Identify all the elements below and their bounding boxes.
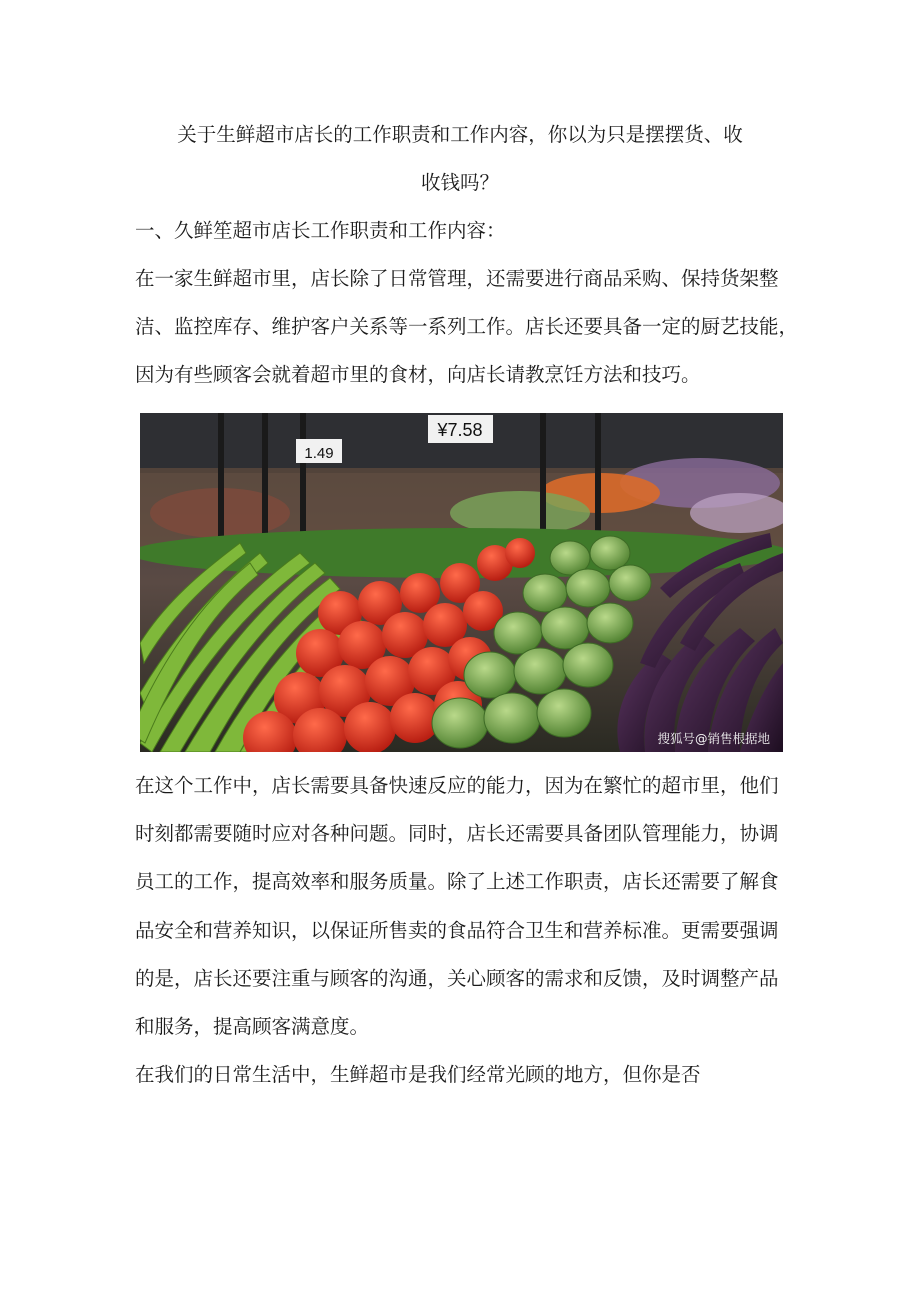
paragraph-2-line-5: 的是，店长还要注重与顾客的沟通，关心顾客的需求和反馈，及时调整产品 <box>135 967 779 990</box>
paragraph-2-line-1: 在这个工作中，店长需要具备快速反应的能力，因为在繁忙的超市里，他们 <box>135 774 779 797</box>
section-heading: 一、久鲜笙超市店长工作职责和工作内容： <box>135 219 506 242</box>
paragraph-3-line-1: 在我们的日常生活中，生鲜超市是我们经常光顾的地方，但你是否 <box>135 1063 701 1086</box>
paragraph-1-line-3: 因为有些顾客会就着超市里的食材，向店长请教烹饪方法和技巧。 <box>135 363 701 386</box>
title-line-1: 关于生鲜超市店长的工作职责和工作内容，你以为只是摆摆货、收 <box>177 123 743 146</box>
price-tag-1: ¥7.58 <box>437 420 483 440</box>
paragraph-1-line-2: 洁、监控库存、维护客户关系等一系列工作。店长还要具备一定的厨艺技能， <box>135 315 799 338</box>
title-line-2: 收钱吗？ <box>420 171 499 194</box>
price-tag-2: 1.49 <box>304 445 334 462</box>
paragraph-2-line-4: 品安全和营养知识，以保证所售卖的食品符合卫生和营养标准。更需要强调 <box>135 919 779 942</box>
paragraph-1-line-1: 在一家生鲜超市里，店长除了日常管理，还需要进行商品采购、保持货架整 <box>135 267 779 290</box>
document-title <box>135 111 785 207</box>
vegetable-display-photo <box>140 413 783 752</box>
paragraph-2-line-6: 和服务，提高顾客满意度。 <box>135 1015 370 1038</box>
paragraph-2-line-3: 员工的工作，提高效率和服务质量。除了上述工作职责，店长还需要了解食 <box>135 870 779 893</box>
paragraph-2-line-2: 时刻都需要随时应对各种问题。同时，店长还需要具备团队管理能力，协调 <box>135 822 779 845</box>
image-watermark: 搜狐号@销售根据地 <box>657 731 770 746</box>
